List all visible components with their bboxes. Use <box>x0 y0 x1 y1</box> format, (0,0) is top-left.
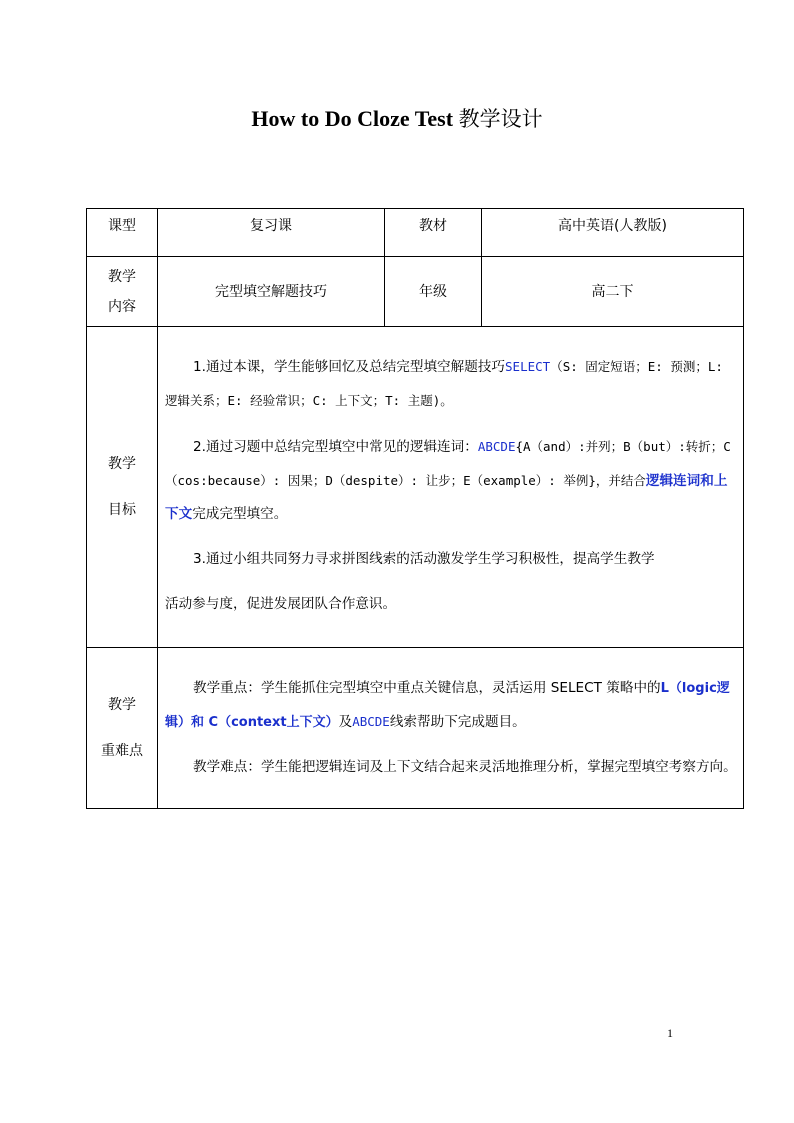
page-title <box>0 103 794 133</box>
goal-text: 2.通过习题中总结完型填空中常见的逻辑连词： <box>193 438 478 455</box>
goal-text: 1.通过本课，学生能够回忆及总结完型填空解题技巧 <box>193 358 506 375</box>
value-teaching-content: 完型填空解题技巧 <box>158 257 385 327</box>
logic-context-emphasis: L（logic逻辑）和 C（context上下文） <box>165 681 730 730</box>
lesson-plan-table <box>86 208 744 809</box>
label-part: 重难点 <box>101 743 143 759</box>
value-textbook: 高中英语(人教版) <box>482 209 744 257</box>
label-teaching-goals <box>87 327 158 648</box>
table-row <box>87 257 744 327</box>
key-points-content <box>158 648 744 809</box>
goal-text: {A（and）:并列；B（but）:转折；C（cos:because）: 因果；D（despite）: 让步；E（example）: 举例}，并结合 <box>165 438 731 488</box>
page-number: 1 <box>667 1026 673 1040</box>
label-part: 教学 <box>108 268 136 285</box>
label-textbook: 教材 <box>385 209 482 257</box>
value-grade: 高二下 <box>482 257 744 327</box>
goal-paragraph-3: 3.通过小组共同努力寻求拼图线索的活动激发学生学习积极性，提高学生教学 <box>193 550 655 567</box>
value-course-type: 复习课 <box>158 209 385 257</box>
table-row <box>87 327 744 648</box>
table-row <box>87 648 744 809</box>
title-chinese: 教学设计 <box>458 107 543 131</box>
teaching-goals-content <box>158 327 744 648</box>
label-grade: 年级 <box>385 257 482 327</box>
label-part: 内容 <box>108 298 136 315</box>
key-text: 及 <box>338 714 353 730</box>
label-part: 教学 <box>108 697 136 713</box>
label-teaching-content <box>87 257 158 327</box>
abcde-acronym: ABCDE <box>352 714 390 729</box>
label-course-type: 课型 <box>87 209 158 257</box>
key-text: 线索帮助下完成题目。 <box>389 714 526 730</box>
label-key-difficult-points <box>87 648 158 809</box>
goal-paragraph-4: 活动参与度，促进发展团队合作意识。 <box>165 595 397 612</box>
select-acronym: SELECT <box>505 358 551 374</box>
goal-text: （S: 固定短语；E: 预测；L: 逻辑关系；E: 经验常识；C: 上下文；T: 主题)。 <box>165 358 723 408</box>
key-point-paragraph <box>158 672 743 739</box>
label-part: 教学 <box>108 456 136 472</box>
table-row <box>87 209 744 257</box>
emphasis-text: 逻辑连词和上下文 <box>165 472 728 522</box>
goal-paragraph-1 <box>158 350 743 418</box>
title-english: How to Do Cloze Test <box>251 106 459 131</box>
key-text: 教学重点：学生能抓住完型填空中重点关键信息，灵活运用 SELECT 策略中的 <box>193 680 661 696</box>
label-part: 目标 <box>108 502 136 518</box>
goal-text: 完成完型填空。 <box>192 505 288 522</box>
goal-paragraph-2 <box>158 430 743 531</box>
abcde-acronym: ABCDE <box>477 438 516 454</box>
difficult-point-paragraph: 教学难点：学生能把逻辑连词及上下文结合起来灵活地推理分析，掌握完型填空考察方向。 <box>193 759 737 775</box>
